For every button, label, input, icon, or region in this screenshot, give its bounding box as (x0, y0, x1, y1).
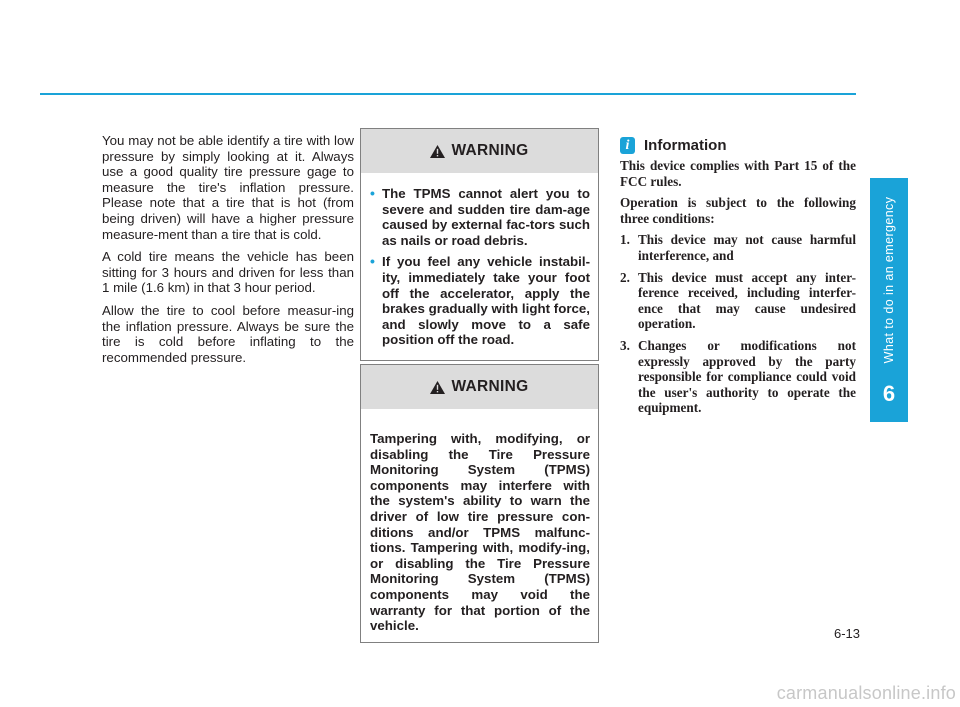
bullet-icon: • (370, 253, 375, 270)
information-header (620, 137, 856, 154)
list-item (620, 338, 856, 416)
warning-item-text: If you feel any vehicle instabil-ity, immediately take your foot off the accelerator, apply the brakes gradually with light force, and slowly move to a safe position off the road. (382, 254, 590, 348)
watermark: carmanualsonline.info (776, 683, 956, 703)
information-section (620, 137, 856, 422)
warning-body (361, 173, 598, 360)
page-number: 6-13 (833, 626, 860, 641)
bullet-icon: • (370, 185, 375, 201)
information-title: Information (644, 137, 727, 154)
list-item-text: This device must accept any inter-ference received, including interfer-ence that may cause undesired operation. (638, 269, 856, 332)
warning-header (361, 129, 598, 173)
warning-box-tpms-alert (360, 128, 599, 361)
information-paragraph: Operation is subject to the following three conditions: (620, 195, 856, 226)
list-number: 1. (620, 232, 630, 248)
list-item-text: This device may not cause harmful interference, and (638, 232, 856, 263)
warning-triangle-icon (430, 145, 445, 158)
chapter-number: 6 (882, 381, 896, 406)
warning-title: WARNING (451, 378, 529, 395)
warning-text: Tampering with, modifying, or disabling the Tire Pressure Monitoring System (TPMS) components may interfere with the system's ability to warn the driver of low tire pressure con-ditions and/or TPMS malfunc-tions. Tampering with, modify-ing, or disabling the Tire Pressure Monitoring System (TPMS) components may void the warranty for that portion of the vehicle. (370, 431, 590, 634)
list-item-text: Changes or modifications not expressly approved by the party responsible for compliance could void the user's authority to operate the equipment. (638, 337, 856, 416)
info-icon: i (620, 137, 635, 154)
body-paragraph: You may not be able identify a tire with low pressure by simply looking at it. Always use a good quality tire pressure gage to measure the tire's inflation pressure. Please note that a tire that is hot (from being driven) will have a higher pressure measure-ment than a tire that is cold. (102, 133, 354, 242)
body-text-column (102, 133, 354, 372)
body-paragraph: A cold tire means the vehicle has been sitting for 3 hours and driven for less than 1 mile (1.6 km) in that 3 hour period. (102, 249, 354, 296)
chapter-title: What to do in an emergency (882, 196, 896, 364)
warning-item (370, 186, 590, 248)
warning-title: WARNING (451, 142, 529, 159)
header-rule (40, 93, 856, 95)
list-number: 3. (620, 337, 630, 353)
warning-body (361, 409, 598, 642)
warning-item-text: The TPMS cannot alert you to severe and sudden tire dam-age caused by external fac-tors such as nails or road debris. (382, 186, 590, 248)
warning-triangle-icon (430, 381, 445, 394)
information-body (620, 158, 856, 416)
list-number: 2. (620, 269, 630, 285)
warning-item (370, 254, 590, 348)
body-paragraph: Allow the tire to cool before measur-ing the inflation pressure. Always be sure the tire is cold before inflating to the recommended pressure. (102, 302, 354, 365)
list-item (620, 232, 856, 263)
condition-list (620, 232, 856, 416)
warning-header (361, 365, 598, 409)
information-paragraph: This device complies with Part 15 of the FCC rules. (620, 158, 856, 189)
list-item (620, 270, 856, 332)
warning-box-tampering (360, 364, 599, 643)
